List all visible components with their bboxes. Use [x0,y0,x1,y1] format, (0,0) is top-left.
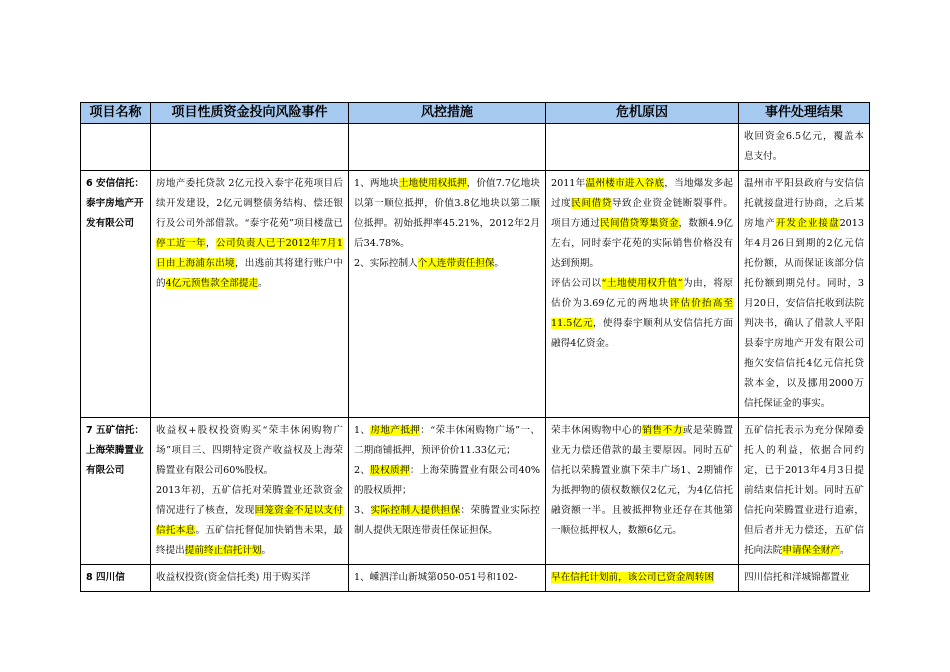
text-run: ，价值7.7亿地块以第一顺位抵押，价值3.8亿地块以第二顺位抵押。初始抵押率45.21%，2012年2月后34.78%。 [354,178,541,249]
measure-item [354,501,540,541]
highlight-text: 开发企业接盘 [775,218,840,229]
cause-cell [546,171,739,418]
text-run: 2013年4月26日到期的2亿元信托份额，从而保证该部分信托份额到期兑付。同时，3月20日，安信信托收到法院判决书，确认了借款人平阳县泰宇房地产开发有限公司拖欠安信信托4亿元信托贷款本金，以及挪用2000万信托保证金的事实。 [744,218,864,409]
text-run: 1、 [354,425,371,436]
text-run: 五矿信托表示为充分保障委托人的利益，依据合同约定，已于2013年4月3日提前结束信托计划。同时五矿信托向荣腾置业进行追索，但后者并无力偿还，五矿信托向法院 [744,425,864,556]
event-paragraph [156,481,343,561]
highlight-text: 民间借贷筹集资金 [600,218,679,229]
table-row-8 [81,565,870,592]
event-cell: 收益权投资(资金信托类) 用于购买洋 [151,565,349,592]
cause-paragraph [551,174,733,274]
risk-events-table [80,102,870,592]
result-cell: 四川信托和洋城锦都置业 [739,565,870,592]
highlight-text: 个人连带责任担保 [417,258,495,269]
highlight-text: 4亿元预售款全部提走 [165,278,259,289]
event-text [156,174,343,294]
result-text: 收回资金6.5亿元，覆盖本息支付。 [744,131,864,162]
text-run: ，使得泰宇顺利从安信信托方面融得4亿资金。 [551,318,733,349]
text-run: 1、两地块 [354,178,399,189]
event-paragraph [156,421,343,481]
highlight-text: 实际控制人提供担保 [370,505,461,516]
header-measures: 风控措施 [349,103,546,124]
measure-item [354,461,540,501]
highlight-text: 停工近一年 [156,238,206,249]
text-run: ：“荣丰休闲购物广场”一、二期商铺抵押，预评价价11.33亿元； [354,425,541,456]
highlight-text: 销售不力 [642,425,683,436]
header-result: 事件处理结果 [739,103,870,124]
header-row [81,103,870,124]
highlight-text: “土地使用权升值” [601,278,683,289]
text-run: 3、 [354,505,371,516]
text-run: ， [205,238,216,249]
result-text [744,174,864,414]
highlight-text: 公司负责人已于2012年7月1日由上海浦东出境 [156,238,344,269]
highlight-text: 民间借贷 [571,198,612,209]
highlight-text: 房地产抵押 [370,425,421,436]
result-cell [739,418,870,565]
table-row-6 [81,171,870,418]
cell-empty [81,124,151,171]
project-name-cell: 8 四川信 [81,565,151,592]
result-text [744,421,864,561]
text-run: 导致企业资金链断裂事件。项目方通过 [551,198,734,229]
header-project-name: 项目名称 [81,103,151,124]
highlight-text: 早在信托计划前，该公司已资金周转困 [551,572,715,583]
text-run: 2013年初，五矿信托对荣腾置业还款资金情况进行了核查，发现 [156,485,343,516]
highlight-text: 申请保全财产 [782,545,840,556]
text-run: 。 [261,545,272,556]
event-cell [151,171,349,418]
text-run: ，数额4.9亿左右，同时泰宇花苑的实际销售价格没有达到预期。 [551,218,734,269]
cell-result-continuation [739,124,870,171]
text-run: 。五矿信托督促加快销售未果，最终提出 [156,525,344,556]
text-run: ：上海荣腾置业有限公司40%的股权质押； [354,465,541,496]
text-run: ：荣腾置业实际控制人提供无限连带责任保证担保。 [354,505,541,536]
cell-empty [349,124,546,171]
text-run: 或是荣腾置业无力偿还借款的最主要原因。同时五矿信托以荣腾置业旗下荣丰广场1、2期铺作为抵押物的债权数额仅2亿元，为4亿信托融资额一半。且被抵押物业还存在其他第一顺位抵押权人，数额6亿元。 [551,425,734,536]
text-run: 为由，将原估价为3.69亿元的两地块 [551,278,734,309]
text-run: 2011年 [551,178,586,189]
table-row-7 [81,418,870,565]
measure-item [354,174,540,254]
text-run: 评估公司以 [551,278,602,289]
highlight-text: 回笼资金不足以支付信托本息 [156,505,344,536]
text-run: 温州市平阳县政府与安信信托就接盘进行协商，之后某房地产 [744,178,864,229]
highlight-text: 股权质押 [370,465,410,476]
project-name-cell: 6 安信信托：泰宇房地产开发有限公司 [81,171,151,418]
text-run: 。 [258,278,268,289]
cause-paragraph [551,274,733,354]
text-run: 荣丰休闲购物中心的 [551,425,643,436]
text-run: ，当地爆发多起过度 [551,178,734,209]
result-cell [739,171,870,418]
highlight-text: 评估价抬高至11.5亿元 [551,298,733,329]
cell-empty [546,124,739,171]
header-cause: 危机原因 [546,103,739,124]
event-cell [151,418,349,565]
highlight-text: 土地使用权抵押 [398,178,467,189]
cause-cell [546,418,739,565]
measure-item [354,421,540,461]
highlight-text: 温州楼市进入谷底 [585,178,665,189]
table-row-continuation [81,124,870,171]
text-run: ，出逃前其将建行账户中的 [156,258,344,289]
text-run: 收益权+股权投资购买“荣丰休闲购物广场”项目三、四期特定资产收益权及上海荣腾置业有限公司60%股权。 [156,425,343,476]
text-run: 2、 [354,465,371,476]
cause-cell [546,565,739,592]
cause-text [551,421,733,541]
highlight-text: 提前终止信托计划 [184,545,262,556]
project-name-cell: 7 五矿信托：上海荣腾置业有限公司 [81,418,151,565]
text-run: 。 [494,258,505,269]
text-run: 。 [839,545,850,556]
measure-item [354,254,540,274]
measures-cell [349,171,546,418]
cell-empty [151,124,349,171]
header-event: 项目性质资金投向风险事件 [151,103,349,124]
text-run: 房地产委托贷款 2亿元投入泰宇花苑项目后续开发建设，2亿元调整债务结构、偿还银行及公司外部借款。“泰宇花苑”项目楼盘已 [156,178,343,229]
measures-cell [349,418,546,565]
measures-cell: 1、嵊泗洋山新城第050-051号和102- [349,565,546,592]
text-run: 2、实际控制人 [354,258,418,269]
